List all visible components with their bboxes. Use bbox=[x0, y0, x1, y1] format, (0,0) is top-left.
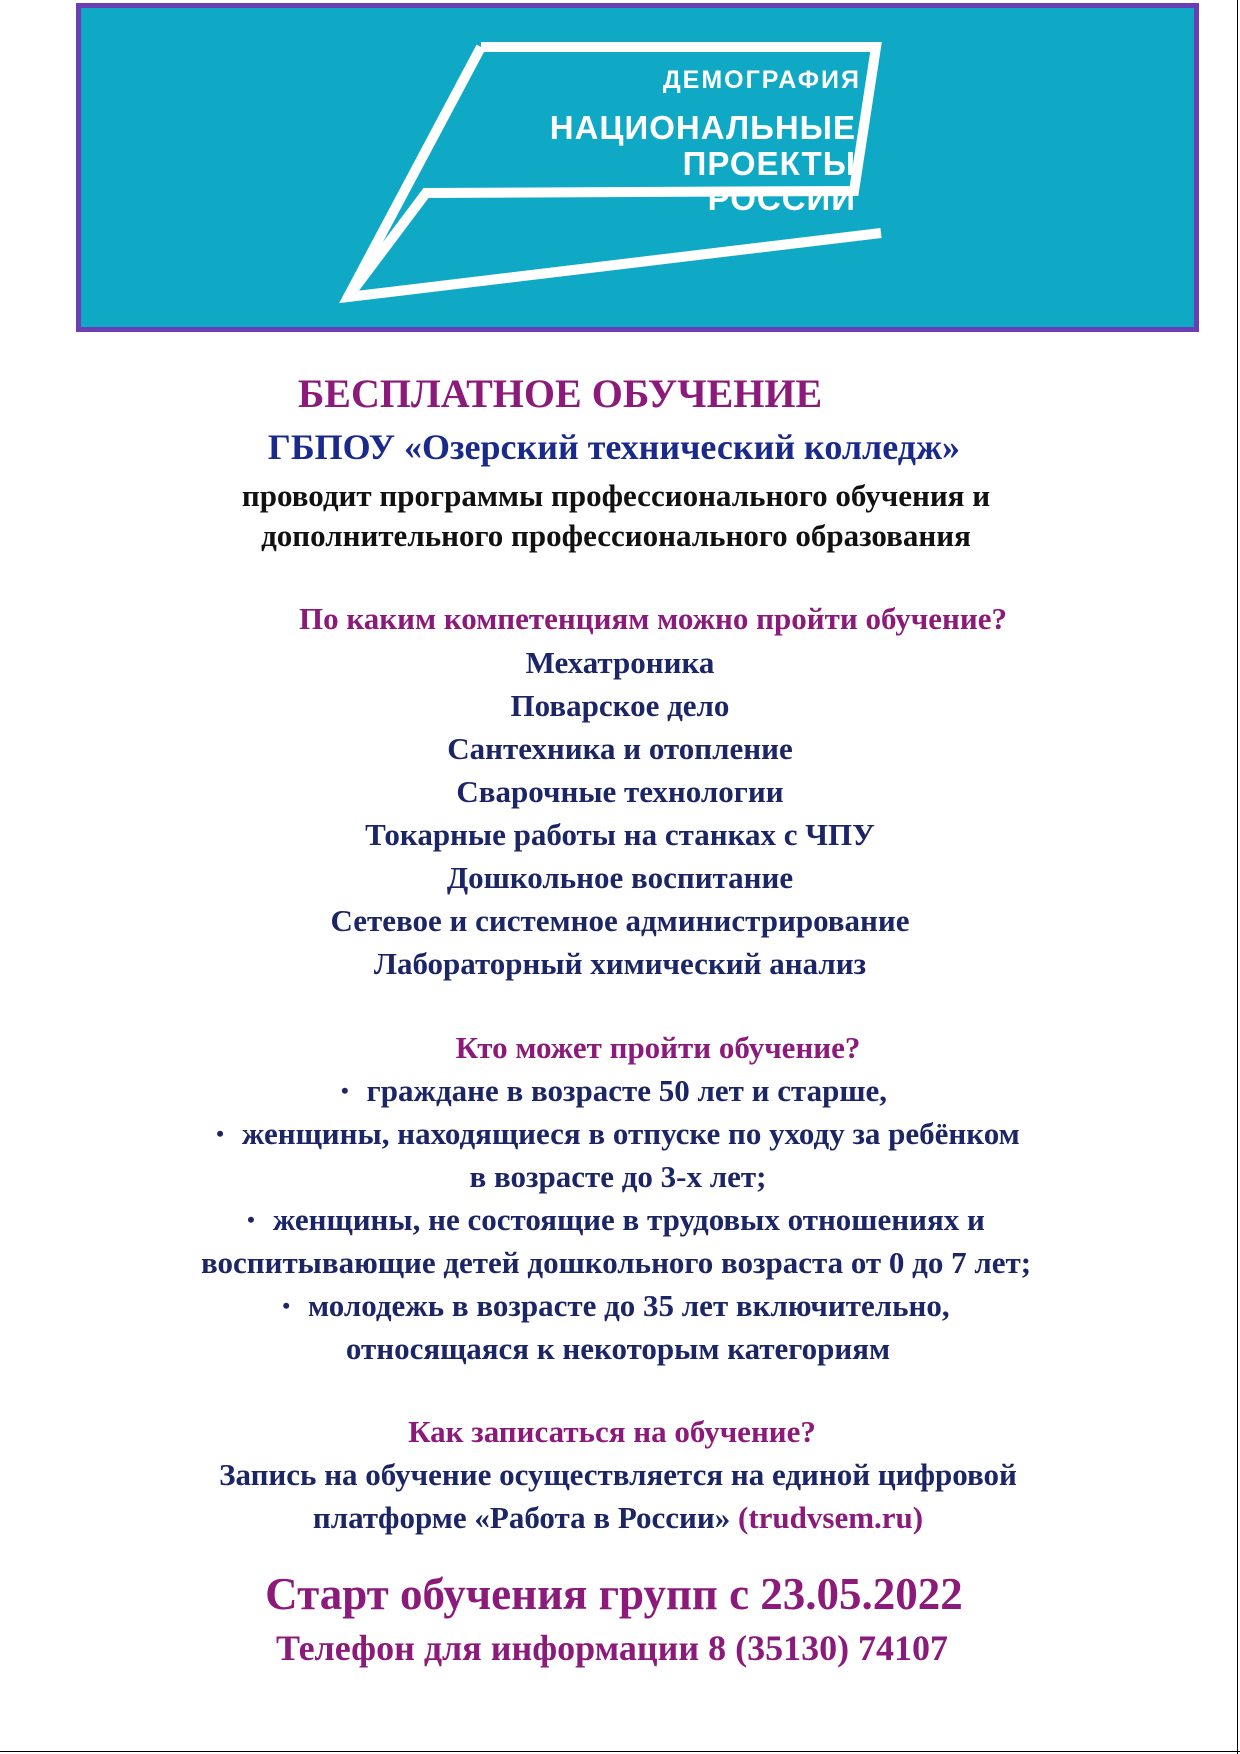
banner-background bbox=[81, 8, 1194, 327]
eligibility-item-text: женщины, не состоящие в трудовых отношениях и bbox=[272, 1202, 985, 1237]
eligibility-item-2 bbox=[0, 1118, 1238, 1149]
bullet-icon: • bbox=[216, 1120, 224, 1146]
enrollment-text-line-1: Запись на обучение осуществляется на единой цифровой bbox=[219, 1457, 1017, 1492]
national-projects-banner bbox=[76, 3, 1199, 332]
enrollment-question: Как записаться на обучение? bbox=[408, 1414, 816, 1449]
bullet-icon: • bbox=[247, 1206, 255, 1232]
page-title: БЕСПЛАТНОЕ ОБУЧЕНИЕ bbox=[297, 371, 823, 416]
enrollment-text-line-2 bbox=[0, 1502, 1238, 1533]
competency-item: Токарные работы на станках с ЧПУ bbox=[365, 817, 875, 852]
logo-line-3: РОССИИ bbox=[707, 180, 856, 217]
competency-item: Поварское дело bbox=[510, 688, 730, 723]
eligibility-item-3 bbox=[0, 1204, 1236, 1235]
competency-item: Сантехника и отопление bbox=[447, 731, 793, 766]
logo-line-1: НАЦИОНАЛЬНЫЕ bbox=[549, 109, 856, 146]
eligibility-question: Кто может пройти обучение? bbox=[455, 1030, 861, 1065]
platform-name: платформе «Работа в России» bbox=[312, 1500, 731, 1535]
competency-item: Дошкольное воспитание bbox=[446, 860, 794, 895]
competency-item: Мехатроника bbox=[525, 645, 715, 680]
competency-item: Сетевое и системное администрирование bbox=[330, 903, 910, 938]
eligibility-item-text: граждане в возрасте 50 лет и старше, bbox=[366, 1073, 888, 1108]
competency-item: Сварочные технологии bbox=[456, 774, 784, 809]
organization-name: ГБПОУ «Озерский технический колледж» bbox=[267, 427, 961, 467]
bullet-icon: • bbox=[340, 1077, 349, 1103]
eligibility-item-4-continuation: относящаяся к некоторым категориям bbox=[345, 1331, 891, 1366]
national-projects-logo bbox=[81, 8, 1194, 327]
eligibility-item-2-continuation: в возрасте до 3-х лет; bbox=[469, 1159, 767, 1194]
eligibility-item-4 bbox=[0, 1290, 1236, 1321]
logo-line-2: ПРОЕКТЫ bbox=[682, 145, 856, 182]
logo-subtitle: ДЕМОГРАФИЯ bbox=[662, 66, 861, 94]
phone-info: Телефон для информации 8 (35130) 74107 bbox=[275, 1628, 949, 1668]
start-date: Старт обучения групп с 23.05.2022 bbox=[265, 1569, 963, 1619]
competencies-question: По каким компетенциям можно пройти обучение? bbox=[298, 601, 1008, 636]
description-line-1: проводит программы профессионального обучения и bbox=[241, 478, 991, 513]
platform-site: (trudvsem.ru) bbox=[738, 1500, 924, 1535]
eligibility-item-1 bbox=[0, 1075, 1234, 1106]
competency-item: Лабораторный химический анализ bbox=[373, 946, 867, 981]
page-border-bottom bbox=[0, 1751, 1240, 1752]
eligibility-item-text: женщины, находящиеся в отпуске по уходу за ребёнком bbox=[241, 1116, 1020, 1151]
bullet-icon: • bbox=[282, 1292, 291, 1318]
eligibility-item-text: молодежь в возрасте до 35 лет включительно, bbox=[308, 1288, 950, 1323]
description-line-2: дополнительного профессионального образования bbox=[261, 518, 971, 553]
eligibility-item-3-continuation: воспитывающие детей дошкольного возраста от 0 до 7 лет; bbox=[200, 1245, 1032, 1280]
